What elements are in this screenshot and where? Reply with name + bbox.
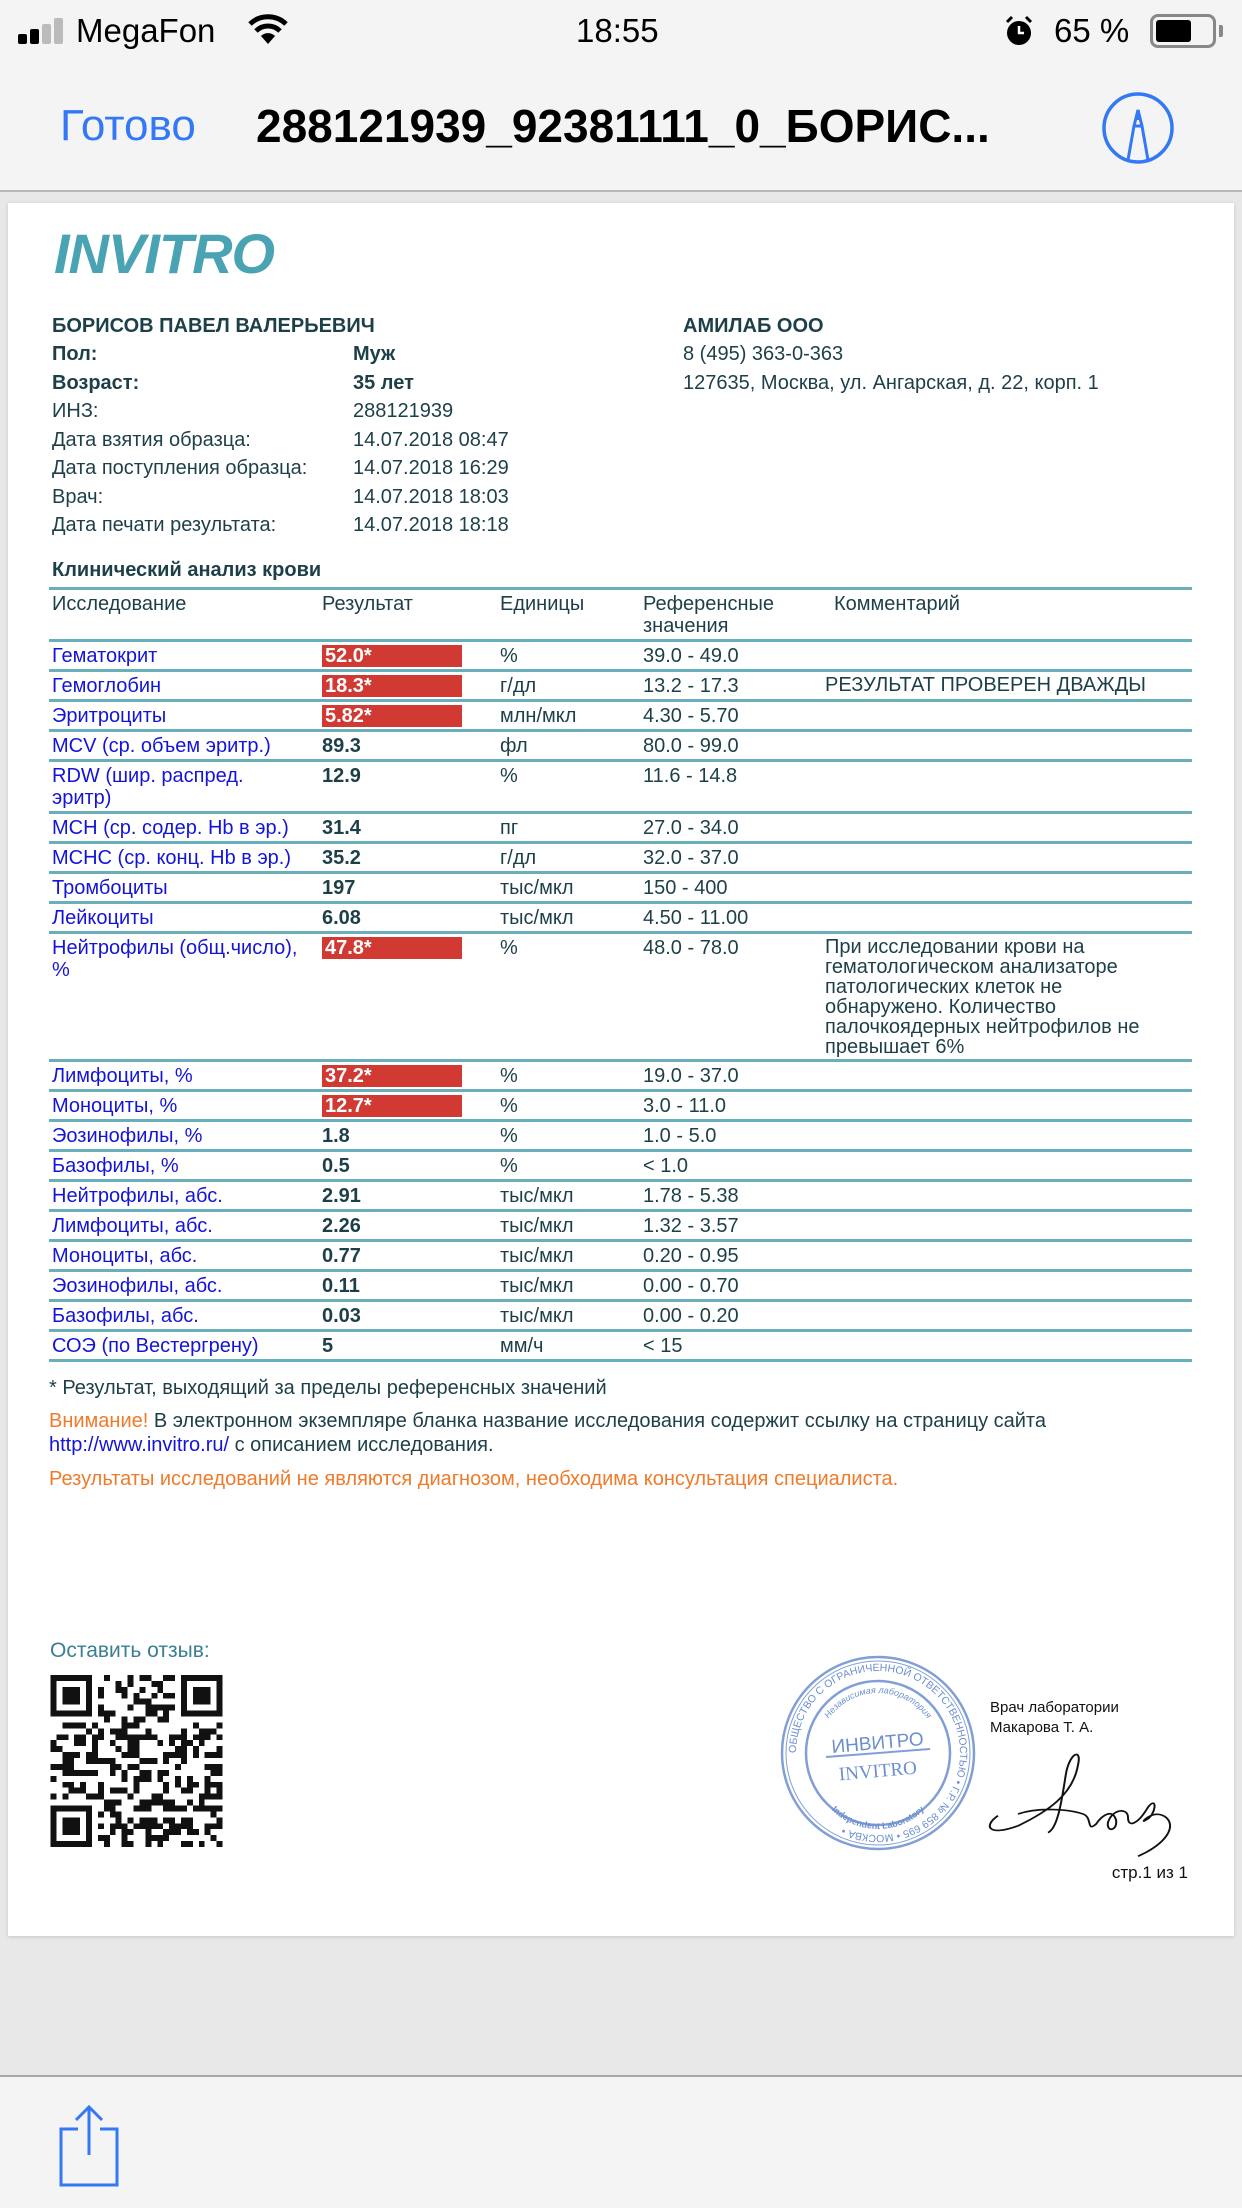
info-value: 14.07.2018 18:03 [353,485,509,508]
table-row [49,1302,1192,1332]
lab-address: 127635, Москва, ул. Ангарская, д. 22, корп. 1 [683,372,1099,394]
result-value: 0.11 [322,1275,360,1297]
comment: РЕЗУЛЬТАТ ПРОВЕРЕН ДВАЖДЫ [825,674,1146,696]
reference-range: 4.30 - 5.70 [643,705,739,727]
doctor-signature-block [990,1698,1119,1738]
patient-info-row [52,483,509,512]
table-row [49,814,1192,844]
test-name-link[interactable]: MCV (ср. объем эритр.) [52,735,271,757]
test-name-link[interactable]: Базофилы, % [52,1155,179,1177]
alarm-icon [1004,15,1034,47]
comment [822,1122,1192,1149]
feedback-label: Оставить отзыв: [50,1639,210,1662]
invitro-logo: INVITRO [54,222,275,285]
comment [822,1302,1192,1329]
reference-range: 0.20 - 0.95 [643,1245,739,1267]
reference-range: 4.50 - 11.00 [643,907,749,929]
units: тыс/мкл [500,877,574,899]
result-value: 1.8 [322,1125,350,1147]
units: % [500,1065,518,1087]
table-row [49,904,1192,934]
lab-phone: 8 (495) 363-0-363 [683,343,844,365]
lab-name: АМИЛАБ ООО [683,315,824,337]
bottom-toolbar [0,2075,1242,2208]
units: тыс/мкл [500,1275,574,1297]
comment [822,1182,1192,1209]
result-value: 0.03 [322,1305,361,1327]
wifi-icon [248,14,288,46]
doctor-name: Макарова Т. А. [990,1719,1094,1736]
reference-range: 48.0 - 78.0 [643,937,739,959]
units: % [500,1095,518,1117]
reference-range: < 1.0 [643,1155,689,1177]
info-label: Врач: [52,485,104,508]
patient-info-row [52,397,509,426]
result-value: 6.08 [322,907,361,929]
units: тыс/мкл [500,1245,574,1267]
patient-name: БОРИСОВ ПАВЕЛ ВАЛЕРЬЕВИЧ [52,315,375,337]
comment [822,904,1192,931]
reference-range: 1.78 - 5.38 [643,1185,739,1207]
reference-range: 80.0 - 99.0 [643,735,739,757]
table-row [49,642,1192,672]
info-label: Дата взятия образца: [52,428,251,451]
table-header [49,587,1192,642]
svg-text:Independent Laboratory: Independent Laboratory [830,1803,926,1832]
table-row [49,1242,1192,1272]
table-row [49,732,1192,762]
comment [822,874,1192,901]
header-reference: Референсные значения [643,593,774,637]
comment: При исследовании крови на гематологическом анализаторе патологических клеток не обнаружено. Количество палочкоядерных нейтрофилов не превышает 6% [825,936,1140,1058]
test-name-link[interactable]: Гемоглобин [52,675,162,697]
table-row [49,844,1192,874]
test-name-link[interactable]: Базофилы, абс. [52,1305,199,1327]
units: тыс/мкл [500,1215,574,1237]
header-units: Единицы [500,593,585,615]
units: млн/мкл [500,705,577,727]
info-label: Дата поступления образца: [52,457,308,479]
units: % [500,645,518,667]
reference-range: 39.0 - 49.0 [643,645,739,667]
patient-info-row [52,454,509,483]
warning-text: В электронном экземпляре бланка название исследования содержит ссылку на страницу сайта [148,1409,1046,1432]
comment [822,1152,1192,1179]
doctor-signature [978,1748,1188,1858]
reference-range: 3.0 - 11.0 [643,1095,727,1117]
footnote: * Результат, выходящий за пределы референсных значений [49,1377,607,1399]
info-label: Пол: [52,343,98,365]
test-name-link[interactable]: Лейкоциты [52,907,154,929]
info-value: Муж [353,343,396,365]
comment [822,702,1192,729]
comment [822,762,1192,811]
comment [822,814,1192,841]
comment [822,1212,1192,1239]
units: тыс/мкл [500,907,574,929]
patient-info-row [52,426,509,455]
units: тыс/мкл [500,1305,574,1327]
result-flagged: 5.82* [322,705,462,727]
invitro-link[interactable]: http://www.invitro.ru/ [49,1433,230,1456]
test-name-link[interactable]: RDW (шир. распред. эритр) [52,765,244,809]
info-value: 14.07.2018 16:29 [353,457,509,479]
result-value: 35.2 [322,847,361,869]
units: % [500,765,518,787]
section-title: Клинический анализ крови [52,559,322,581]
info-value: 14.07.2018 18:18 [353,514,509,536]
comment [822,732,1192,759]
result-value: 2.26 [322,1215,361,1237]
info-value: 14.07.2018 08:47 [353,428,509,451]
test-name-link[interactable]: Эритроциты [52,705,167,727]
units: тыс/мкл [500,1185,574,1207]
table-row [49,672,1192,702]
warning-label: Внимание! [49,1409,149,1432]
reference-range: 1.32 - 3.57 [643,1215,739,1237]
markup-pen-icon[interactable] [1100,90,1176,166]
test-name-link[interactable]: Лимфоциты, % [52,1065,193,1087]
test-name-link[interactable]: Моноциты, абс. [52,1245,198,1267]
test-name-link[interactable]: Моноциты, % [52,1095,178,1117]
units: % [500,1125,518,1147]
table-row [49,1122,1192,1152]
svg-text:ИНВИТРО: ИНВИТРО [830,1729,925,1758]
comment [822,1272,1192,1299]
units: фл [500,735,528,757]
svg-text:ОБЩЕСТВО С ОГРАНИЧЕННОЙ ОТВЕТС: ОБЩЕСТВО С ОГРАНИЧЕННОЙ ОТВЕТСТВЕННОСТЬЮ • Г.Р. № 859 695 • МОСКВА • [786,1661,970,1845]
table-row [49,1182,1192,1212]
table-row [49,1212,1192,1242]
test-name-link[interactable]: Эозинофилы, абс. [52,1275,223,1297]
table-row [49,1152,1192,1182]
comment [822,1332,1192,1359]
test-name-link[interactable]: Нейтрофилы, абс. [52,1185,223,1207]
test-name-link[interactable]: Тромбоциты [52,877,168,899]
info-value: 288121939 [353,400,454,422]
feedback-qr-code[interactable] [50,1675,223,1847]
warning-tail: с описанием исследования. [229,1433,494,1456]
units: г/дл [500,675,537,697]
result-value: 0.77 [322,1245,361,1267]
reference-range: 32.0 - 37.0 [643,847,739,869]
units: пг [500,817,519,839]
page-number: стр.1 из 1 [1111,1863,1188,1882]
test-name-link[interactable]: Эозинофилы, % [52,1125,203,1147]
table-row [49,1332,1192,1362]
units: % [500,1155,518,1177]
test-name-link[interactable]: Лимфоциты, абс. [52,1215,213,1237]
pdf-page [8,203,1234,1936]
units: % [500,937,518,959]
result-value: 197 [322,877,356,899]
result-value: 89.3 [322,735,361,757]
table-row [49,702,1192,732]
patient-info-row [52,511,509,540]
header-result: Результат [322,593,413,615]
result-value: 31.4 [322,817,361,839]
comment [822,844,1192,871]
share-icon[interactable] [58,2103,120,2187]
done-button[interactable]: Готово [60,101,196,150]
result-value: 12.9 [322,765,361,787]
patient-info-row [52,369,509,398]
table-row [49,934,1192,1062]
warning-note [49,1409,1189,1457]
reference-range: 13.2 - 17.3 [643,675,739,697]
reference-range: < 15 [643,1335,683,1357]
table-row [49,762,1192,814]
units: мм/ч [500,1335,544,1357]
battery-percent: 65 % [1054,12,1130,49]
clock: 18:55 [576,12,659,49]
patient-info [52,340,509,540]
result-flagged: 52.0* [322,645,462,667]
units: г/дл [500,847,537,869]
result-flagged: 47.8* [322,937,462,959]
carrier: MegaFon [76,12,216,49]
result-value: 0.5 [322,1155,350,1177]
svg-text:INVITRO: INVITRO [838,1757,918,1786]
comment [822,642,1192,669]
comment [822,1062,1192,1089]
table-row [49,1062,1192,1092]
doctor-title: Врач лаборатории [990,1699,1119,1716]
info-label: ИНЗ: [52,400,99,422]
info-value: 35 лет [353,371,414,394]
reference-range: 19.0 - 37.0 [643,1065,739,1087]
comment [822,1242,1192,1269]
svg-text:Независимая лаборатория: Независимая лаборатория [822,1684,934,1721]
header-test: Исследование [52,593,187,615]
test-name-link[interactable]: Нейтрофилы (общ.число), % [52,937,298,981]
reference-range: 0.00 - 0.70 [643,1275,739,1297]
reference-range: 0.00 - 0.20 [643,1305,739,1327]
reference-range: 1.0 - 5.0 [643,1125,717,1147]
lab-stamp [778,1653,978,1853]
battery-icon [1150,14,1216,48]
table-row [49,1092,1192,1122]
patient-info-row [52,340,509,369]
table-row [49,874,1192,904]
test-name-link[interactable]: MCH (ср. содер. Hb в эр.) [52,817,289,839]
test-name-link[interactable]: MCHC (ср. конц. Hb в эр.) [52,847,292,869]
status-bar [0,0,1242,64]
info-label: Возраст: [52,371,140,394]
report-notes [49,1374,1192,1493]
reference-range: 27.0 - 34.0 [643,817,739,839]
header-comment: Комментарий [834,593,960,615]
result-flagged: 18.3* [322,675,462,697]
reference-range: 150 - 400 [643,877,728,899]
disclaimer: Результаты исследований не являются диагнозом, необходима консультация специалиста. [49,1467,899,1490]
results-table [49,587,1192,1493]
test-name-link[interactable]: Гематокрит [52,645,158,667]
result-value: 5 [322,1335,334,1357]
test-name-link[interactable]: СОЭ (по Вестергрену) [52,1335,259,1357]
table-row [49,1272,1192,1302]
document-title: 288121939_92381111_0_БОРИС... [256,100,990,152]
comment [822,1092,1192,1119]
result-flagged: 12.7* [322,1095,462,1117]
result-value: 2.91 [322,1185,361,1207]
reference-range: 11.6 - 14.8 [643,765,738,787]
navigation-bar [0,64,1242,192]
info-label: Дата печати результата: [52,514,277,536]
signal-icon [18,18,76,44]
result-flagged: 37.2* [322,1065,462,1087]
